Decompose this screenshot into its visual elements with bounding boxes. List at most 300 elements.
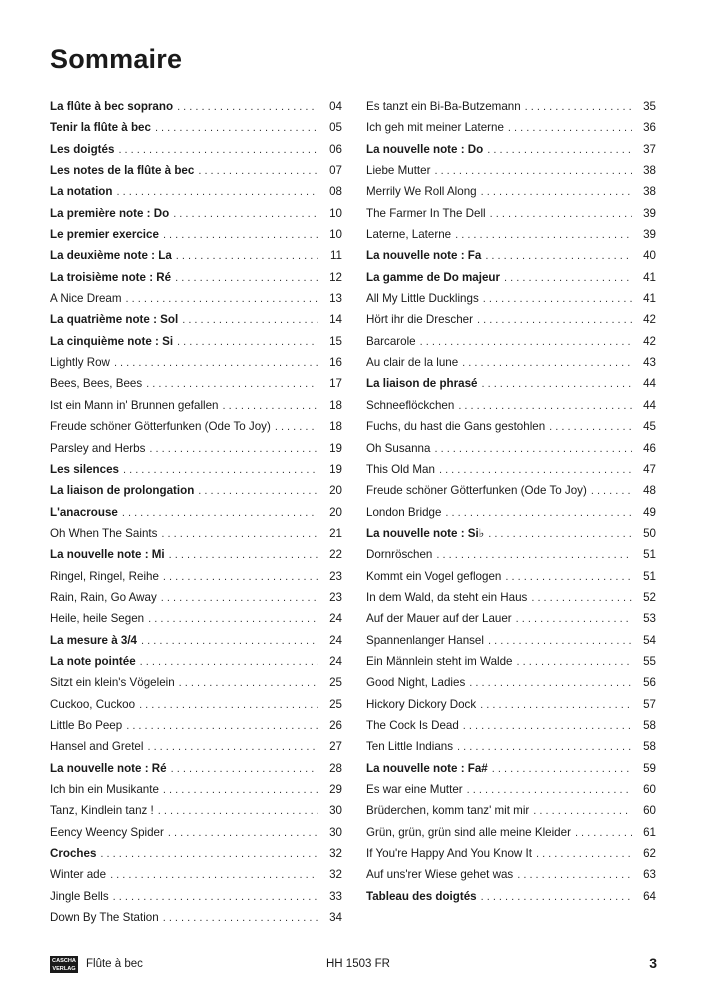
toc-entry-page: 10 xyxy=(329,206,342,220)
dot-leader xyxy=(198,481,318,502)
toc-entry xyxy=(366,181,656,202)
toc-entry xyxy=(366,245,656,266)
dot-leader xyxy=(146,374,318,395)
dot-leader xyxy=(469,673,632,694)
toc-entry xyxy=(50,224,342,245)
dot-leader xyxy=(504,268,632,289)
toc-entry-page: 51 xyxy=(643,569,656,583)
toc-entry-title: La liaison de phrasé xyxy=(366,377,478,391)
toc-entry-title: Rain, Rain, Go Away xyxy=(50,590,157,604)
toc-entry xyxy=(50,480,342,501)
dot-leader xyxy=(457,737,632,758)
toc-entry-page: 48 xyxy=(643,484,656,498)
dot-leader xyxy=(439,460,632,481)
toc-entry xyxy=(366,843,656,864)
dot-leader xyxy=(169,545,318,566)
dot-leader xyxy=(148,609,318,630)
toc-entry-title: In dem Wald, da steht ein Haus xyxy=(366,590,528,604)
dot-leader xyxy=(434,439,632,460)
toc-entry-title: Tanz, Kindlein tanz ! xyxy=(50,804,154,818)
toc-entry-title: Bees, Bees, Bees xyxy=(50,377,143,391)
toc-entry-page: 49 xyxy=(643,505,656,519)
dot-leader xyxy=(436,545,632,566)
toc-entry xyxy=(366,331,656,352)
toc-entry-title: This Old Man xyxy=(366,462,435,476)
dot-leader xyxy=(123,460,318,481)
toc-entry xyxy=(50,523,342,544)
footer xyxy=(50,955,657,975)
toc-entry-page: 40 xyxy=(643,249,656,263)
toc-entry-page: 54 xyxy=(643,633,656,647)
dot-leader xyxy=(483,289,632,310)
toc-entry-title: A Nice Dream xyxy=(50,292,122,306)
toc-entry-page: 24 xyxy=(329,633,342,647)
toc-entry xyxy=(50,672,342,693)
toc-entry xyxy=(50,459,342,480)
toc-entry xyxy=(50,117,342,138)
toc-entry xyxy=(366,672,656,693)
toc-entry-title: Schneeflöckchen xyxy=(366,398,455,412)
publisher-logo xyxy=(50,956,78,973)
toc-entry-title: Hört ihr die Drescher xyxy=(366,313,473,327)
toc-entry-title: Tenir la flûte à bec xyxy=(50,121,151,135)
toc-entry-page: 52 xyxy=(643,590,656,604)
toc-entry-title: La nouvelle note : Mi xyxy=(50,548,165,562)
toc-entry xyxy=(366,267,656,288)
toc-entry-page: 22 xyxy=(329,548,342,562)
toc-entry-page: 20 xyxy=(329,505,342,519)
toc-entry-page: 43 xyxy=(643,356,656,370)
dot-leader xyxy=(168,823,318,844)
toc-entry-title: La liaison de prolongation xyxy=(50,484,195,498)
toc-entry-title: All My Little Ducklings xyxy=(366,292,479,306)
toc-entry-page: 24 xyxy=(329,612,342,626)
toc-entry-title: Fuchs, du hast die Gans gestohlen xyxy=(366,420,546,434)
dot-leader xyxy=(176,246,318,267)
dot-leader xyxy=(163,780,318,801)
dot-leader xyxy=(575,823,632,844)
toc-entry xyxy=(50,758,342,779)
toc-entry-title: Barcarole xyxy=(366,334,416,348)
toc-entry-title: Auf uns'rer Wiese gehet was xyxy=(366,868,514,882)
dot-leader xyxy=(517,652,633,673)
toc-entry-page: 21 xyxy=(329,526,342,540)
dot-leader xyxy=(275,417,318,438)
toc-entry xyxy=(50,96,342,117)
toc-entry xyxy=(366,373,656,394)
toc-entry-page: 23 xyxy=(329,569,342,583)
toc-entry-title: Oh Susanna xyxy=(366,441,431,455)
toc-entry-page: 41 xyxy=(643,270,656,284)
toc-entry-page: 47 xyxy=(643,462,656,476)
toc-entry-title: Ein Männlein steht im Walde xyxy=(366,654,513,668)
toc-entry-page: 53 xyxy=(643,612,656,626)
dot-leader xyxy=(434,161,632,182)
toc-entry xyxy=(366,203,656,224)
toc-entry xyxy=(366,160,656,181)
toc-entry-title: La cinquième note : Si xyxy=(50,334,174,348)
toc-entry-title: La quatrième note : Sol xyxy=(50,313,179,327)
dot-leader xyxy=(455,225,632,246)
toc-entry-title: La première note : Do xyxy=(50,206,170,220)
toc-entry-title: Croches xyxy=(50,847,97,861)
toc-entry xyxy=(366,779,656,800)
toc-entry-page: 15 xyxy=(329,334,342,348)
toc-entry xyxy=(50,373,342,394)
toc-entry xyxy=(366,630,656,651)
toc-entry xyxy=(366,800,656,821)
toc-entry-title: Ten Little Indians xyxy=(366,740,454,754)
toc-entry-page: 44 xyxy=(643,398,656,412)
dot-leader xyxy=(171,759,318,780)
toc-entry xyxy=(366,139,656,160)
toc-entry-page: 04 xyxy=(329,100,342,113)
toc-entry-title: La flûte à bec soprano xyxy=(50,100,174,113)
toc-entry-page: 46 xyxy=(643,441,656,455)
dot-leader xyxy=(549,417,632,438)
dot-leader xyxy=(163,225,318,246)
toc-entry-page: 41 xyxy=(643,292,656,306)
toc-entry xyxy=(366,651,656,672)
toc-entry xyxy=(50,139,342,160)
toc-entry-title: Dornröschen xyxy=(366,548,433,562)
toc-entry-title: If You're Happy And You Know It xyxy=(366,847,532,861)
toc-entry-page: 28 xyxy=(329,761,342,775)
toc-entry xyxy=(366,822,656,843)
toc-entry-title: La nouvelle note : Fa xyxy=(366,249,482,263)
toc-entry-page: 34 xyxy=(329,911,342,925)
toc-entry-page: 56 xyxy=(643,676,656,690)
toc-entry-title: Jingle Bells xyxy=(50,889,109,903)
dot-leader xyxy=(481,374,632,395)
toc-entry-page: 18 xyxy=(329,420,342,434)
dot-leader xyxy=(490,204,632,225)
dot-leader xyxy=(122,503,318,524)
toc-entry-page: 33 xyxy=(329,889,342,903)
toc-entry-title: Les notes de la flûte à bec xyxy=(50,164,195,178)
toc-entry-title: Tableau des doigtés xyxy=(366,889,477,903)
dot-leader xyxy=(463,716,632,737)
page-number: 3 xyxy=(649,955,657,971)
toc-entry-page: 20 xyxy=(329,484,342,498)
dot-leader xyxy=(141,631,318,652)
toc-entry-page: 58 xyxy=(643,740,656,754)
toc-entry xyxy=(50,587,342,608)
toc-entry xyxy=(50,352,342,373)
toc-entry-page: 39 xyxy=(643,228,656,242)
toc-entry-page: 30 xyxy=(329,825,342,839)
toc-entry xyxy=(50,395,342,416)
toc-entry-title: Little Bo Peep xyxy=(50,718,123,732)
toc-entry-page: 19 xyxy=(329,462,342,476)
dot-leader xyxy=(147,737,318,758)
toc-entry xyxy=(50,416,342,437)
toc-entry-title: La nouvelle note : Do xyxy=(366,142,484,156)
dot-leader xyxy=(485,246,632,267)
toc-entry-title: Heile, heile Segen xyxy=(50,612,145,626)
dot-leader xyxy=(533,801,632,822)
toc-entry-title: Ist ein Mann in' Brunnen gefallen xyxy=(50,398,219,412)
dot-leader xyxy=(126,716,318,737)
dot-leader xyxy=(445,503,632,524)
dot-leader xyxy=(481,887,632,908)
toc-entry-page: 60 xyxy=(643,804,656,818)
toc-entry-page: 25 xyxy=(329,697,342,711)
toc-entry-title: La note pointée xyxy=(50,654,136,668)
toc-entry xyxy=(366,117,656,138)
toc-entry-title: La nouvelle note : Si♭ xyxy=(366,526,485,540)
dot-leader xyxy=(477,310,632,331)
toc-entry-page: 44 xyxy=(643,377,656,391)
toc-entry xyxy=(366,288,656,309)
toc-entry xyxy=(50,309,342,330)
toc-entry xyxy=(50,608,342,629)
dot-leader xyxy=(163,567,318,588)
toc-entry-title: Spannenlanger Hansel xyxy=(366,633,484,647)
toc-entry-title: Good Night, Ladies xyxy=(366,676,466,690)
dot-leader xyxy=(182,310,318,331)
dot-leader xyxy=(508,118,632,139)
toc-entry-title: Cuckoo, Cuckoo xyxy=(50,697,136,711)
toc-entry-page: 64 xyxy=(643,889,656,903)
dot-leader xyxy=(536,844,632,865)
toc-entry xyxy=(50,544,342,565)
toc-entry-title: Les doigtés xyxy=(50,142,115,156)
toc-entry xyxy=(366,502,656,523)
toc-entry-title: La deuxième note : La xyxy=(50,249,172,263)
toc-entry-page: 06 xyxy=(329,142,342,156)
toc-entry-title: Freude schöner Götterfunken (Ode To Joy) xyxy=(50,420,271,434)
toc-entry xyxy=(366,587,656,608)
toc-entry-page: 26 xyxy=(329,718,342,732)
dot-leader xyxy=(113,887,318,908)
toc-entry-page: 42 xyxy=(643,313,656,327)
logo-line-2: VERLAG xyxy=(52,966,76,972)
dot-leader xyxy=(175,268,318,289)
toc-entry xyxy=(50,907,342,928)
toc-entry-page: 05 xyxy=(329,121,342,135)
toc-left-column xyxy=(50,96,342,928)
toc-entry-title: Lightly Row xyxy=(50,356,110,370)
dot-leader xyxy=(525,97,632,118)
toc-entry xyxy=(366,523,656,544)
toc-entry-title: Winter ade xyxy=(50,868,107,882)
dot-leader xyxy=(161,524,318,545)
toc-entry-title: Ich geh mit meiner Laterne xyxy=(366,121,504,135)
toc-entry xyxy=(50,779,342,800)
toc-entry-page: 17 xyxy=(329,377,342,391)
toc-entry-title: Brüderchen, komm tanz' mit mir xyxy=(366,804,530,818)
dot-leader xyxy=(126,289,318,310)
dot-leader xyxy=(179,673,318,694)
toc-entry-title: Kommt ein Vogel geflogen xyxy=(366,569,502,583)
toc-entry-page: 24 xyxy=(329,654,342,668)
toc-entry xyxy=(50,181,342,202)
dot-leader xyxy=(155,118,318,139)
toc-entry-page: 55 xyxy=(643,654,656,668)
dot-leader xyxy=(114,353,318,374)
toc-entry-title: Les silences xyxy=(50,462,119,476)
toc-entry-page: 30 xyxy=(329,804,342,818)
dot-leader xyxy=(198,161,318,182)
toc-entry-title: La nouvelle note : Fa# xyxy=(366,761,488,775)
toc-entry-page: 23 xyxy=(329,590,342,604)
dot-leader xyxy=(487,140,632,161)
dot-leader xyxy=(420,332,632,353)
dot-leader xyxy=(149,439,318,460)
toc-entry xyxy=(366,715,656,736)
toc-entry-title: Laterne, Laterne xyxy=(366,228,452,242)
toc-entry-title: Merrily We Roll Along xyxy=(366,185,477,199)
toc-entry-page: 29 xyxy=(329,783,342,796)
toc-entry xyxy=(366,694,656,715)
toc-entry-page: 36 xyxy=(643,121,656,135)
toc-entry-title: Liebe Mutter xyxy=(366,164,431,178)
toc-entry-page: 42 xyxy=(643,334,656,348)
toc-entry xyxy=(50,651,342,672)
toc-entry xyxy=(50,267,342,288)
toc-entry-page: 35 xyxy=(643,100,656,113)
toc-entry-page: 38 xyxy=(643,164,656,178)
toc-entry xyxy=(366,758,656,779)
toc-entry xyxy=(50,822,342,843)
toc-entry xyxy=(366,886,656,907)
logo-line-1: CASCHA xyxy=(52,958,76,964)
toc-entry-title: La mesure à 3/4 xyxy=(50,633,138,647)
toc-entry-title: Es tanzt ein Bi-Ba-Butzemann xyxy=(366,100,521,113)
dot-leader xyxy=(517,865,632,886)
toc-entry-page: 32 xyxy=(329,868,342,882)
toc-entry-title: Sitzt ein klein's Vögelein xyxy=(50,676,175,690)
toc-entry-page: 59 xyxy=(643,761,656,775)
toc-entry-title: L'anacrouse xyxy=(50,505,118,519)
dot-leader xyxy=(100,844,318,865)
toc-entry-title: Down By The Station xyxy=(50,911,159,925)
toc-entry xyxy=(50,245,342,266)
toc-entry-title: Freude schöner Götterfunken (Ode To Joy) xyxy=(366,484,587,498)
toc-entry xyxy=(50,630,342,651)
dot-leader xyxy=(505,567,632,588)
toc-entry-page: 07 xyxy=(329,164,342,178)
toc-entry-title: La gamme de Do majeur xyxy=(366,270,501,284)
toc-entry-page: 08 xyxy=(329,185,342,199)
toc-entry xyxy=(366,864,656,885)
footer-instrument: Flûte à bec xyxy=(86,958,143,970)
toc-entry xyxy=(366,566,656,587)
toc-entry-title: Oh When The Saints xyxy=(50,526,158,540)
toc-entry-title: Hickory Dickory Dock xyxy=(366,697,477,711)
dot-leader xyxy=(173,204,318,225)
toc-entry-page: 45 xyxy=(643,420,656,434)
dot-leader xyxy=(118,140,318,161)
toc-entry-page: 63 xyxy=(643,868,656,882)
toc-entry-title: Eency Weency Spider xyxy=(50,825,164,839)
toc-entry-page: 37 xyxy=(643,142,656,156)
toc-entry-page: 50 xyxy=(643,526,656,540)
dot-leader xyxy=(488,631,632,652)
toc-entry-page: 10 xyxy=(329,228,342,242)
toc-entry-title: La notation xyxy=(50,185,113,199)
toc-entry xyxy=(366,416,656,437)
toc-entry xyxy=(366,736,656,757)
toc-entry-page: 14 xyxy=(329,313,342,327)
dot-leader xyxy=(161,588,318,609)
toc-entry xyxy=(366,352,656,373)
dot-leader xyxy=(163,908,318,929)
dot-leader xyxy=(467,780,632,801)
toc-entry xyxy=(50,736,342,757)
toc-entry xyxy=(366,438,656,459)
dot-leader xyxy=(177,97,318,118)
toc-entry-title: Hansel and Gretel xyxy=(50,740,144,754)
toc-entry xyxy=(50,288,342,309)
toc-entry xyxy=(366,395,656,416)
toc-entry-page: 16 xyxy=(329,356,342,370)
dot-leader xyxy=(140,652,318,673)
toc-entry xyxy=(366,544,656,565)
dot-leader xyxy=(488,524,632,545)
toc-entry-page: 62 xyxy=(643,847,656,861)
dot-leader xyxy=(492,759,632,780)
toc-entry xyxy=(50,438,342,459)
toc-entry-title: The Cock Is Dead xyxy=(366,718,459,732)
toc-entry xyxy=(366,96,656,117)
toc-entry xyxy=(50,800,342,821)
toc-entry-title: La nouvelle note : Ré xyxy=(50,761,167,775)
toc-entry-page: 12 xyxy=(329,270,342,284)
toc-entry xyxy=(366,480,656,501)
dot-leader xyxy=(158,801,318,822)
toc-entry xyxy=(366,224,656,245)
dot-leader xyxy=(481,182,632,203)
toc-entry-page: 18 xyxy=(329,398,342,412)
toc-entry xyxy=(50,694,342,715)
toc-entry-title: London Bridge xyxy=(366,505,442,519)
toc-entry-page: 25 xyxy=(329,676,342,690)
toc-entry-title: The Farmer In The Dell xyxy=(366,206,486,220)
toc-entry-page: 61 xyxy=(643,825,656,839)
toc-entry xyxy=(50,843,342,864)
dot-leader xyxy=(223,396,319,417)
dot-leader xyxy=(591,481,632,502)
page-title: Sommaire xyxy=(50,44,183,74)
toc-entry xyxy=(50,502,342,523)
toc-entry-title: Au clair de la lune xyxy=(366,356,459,370)
toc-entry xyxy=(50,886,342,907)
toc-entry-title: Parsley and Herbs xyxy=(50,441,146,455)
toc-entry xyxy=(50,203,342,224)
toc-entry-title: La troisième note : Ré xyxy=(50,270,172,284)
footer-code: HH 1503 FR xyxy=(326,958,390,970)
dot-leader xyxy=(458,396,632,417)
toc-entry-page: 51 xyxy=(643,548,656,562)
toc-entry xyxy=(50,331,342,352)
toc-entry xyxy=(366,459,656,480)
toc-entry-title: Auf der Mauer auf der Lauer xyxy=(366,612,512,626)
toc-entry xyxy=(366,309,656,330)
toc-entry-page: 27 xyxy=(329,740,342,754)
toc-entry-page: 11 xyxy=(329,249,342,263)
toc-right-column xyxy=(366,96,656,907)
toc-entry-page: 38 xyxy=(643,185,656,199)
toc-entry-page: 57 xyxy=(643,697,656,711)
toc-entry-page: 19 xyxy=(329,441,342,455)
toc-entry-page: 13 xyxy=(329,292,342,306)
toc-entry-page: 60 xyxy=(643,783,656,796)
toc-entry xyxy=(50,715,342,736)
toc-entry xyxy=(50,864,342,885)
dot-leader xyxy=(516,609,632,630)
